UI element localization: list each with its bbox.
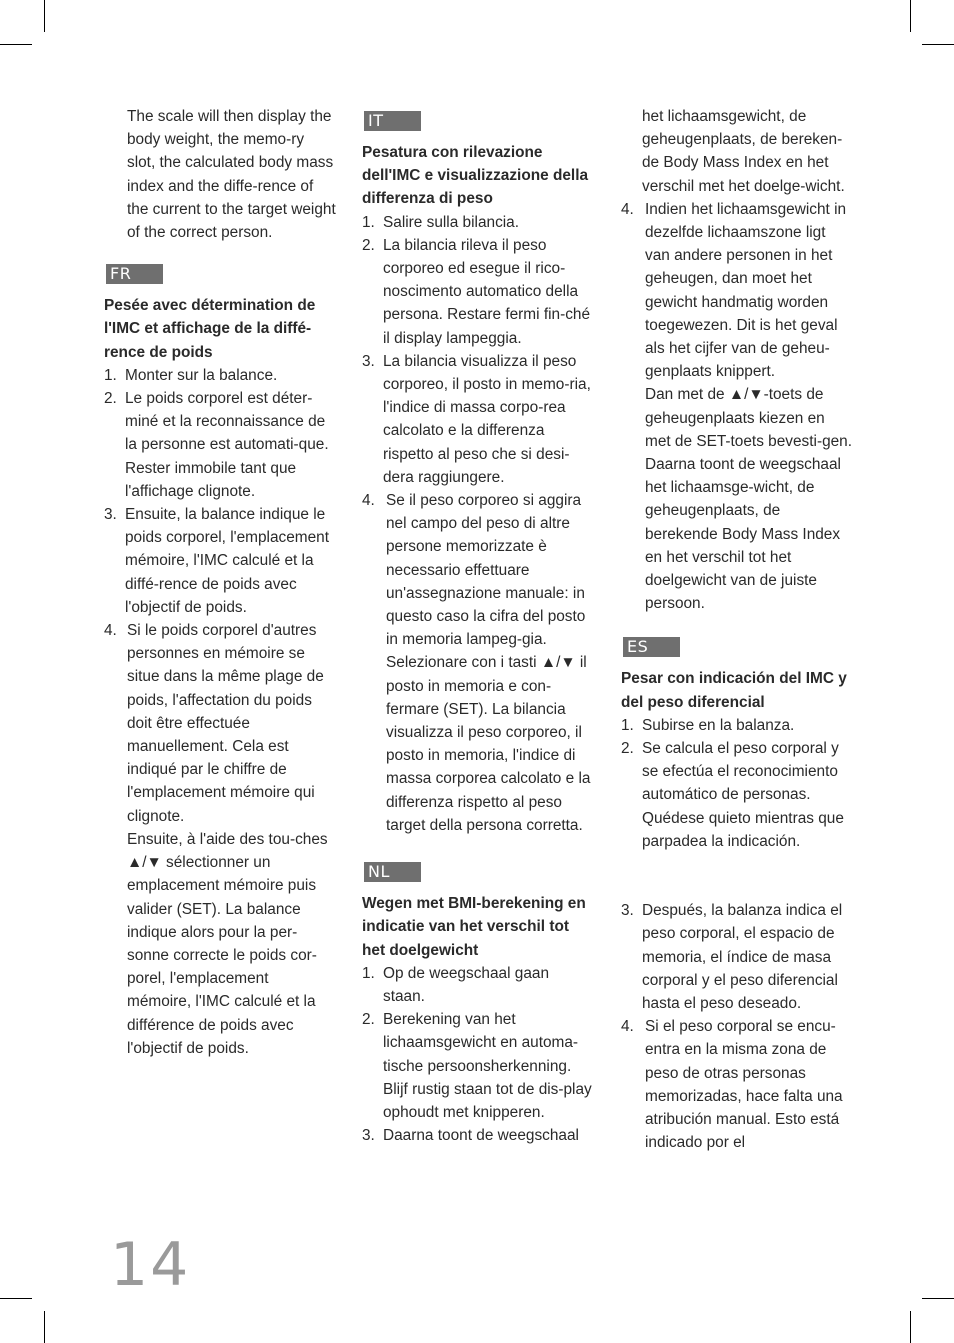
list-item: 4. Si el peso corporal se encu-entra en la misma zona de peso de otras personas memorizadas, hace falta una atribución manual. Esto está indicado por el: [621, 1018, 843, 1152]
instruction-list-nl-continued: [621, 198, 853, 616]
section-heading-nl: Wegen met BMI-berekening en indicatie van het verschil tot het doelgewicht: [362, 895, 586, 959]
list-item: 4. Se il peso corporeo si aggira nel campo del peso di altre persone memorizzate è necessario effettuare un'assegnazione manuale: in questo caso la cifra del posto in memoria lampeg-gia. Selezionare con i tasti ▲/▼ il posto in memoria e con-fermare (SET). La bilancia visualizza il peso corporeo, il posto in memoria, l'indice di massa corporea calcolato e la differenza rispetto al peso target della persona corretta.: [362, 492, 591, 834]
list-item: 2. Berekening van het lichaamsgewicht en automa-tische persoonsherkenning. Blijf rustig staan tot de dis-play ophoudt met knipperen.: [362, 1011, 592, 1121]
column-1: [104, 105, 336, 1060]
list-item: 3. Daarna toont de weegschaal: [362, 1127, 579, 1145]
language-tag-nl: NL: [364, 862, 421, 882]
list-item: 2. Le poids corporel est déter-miné et la reconnaissance de la personne est automati-que. Rester immobile tant que l'affichage clignote.: [104, 390, 329, 500]
list-item: 1. Subirse en la balanza.: [621, 716, 795, 734]
language-tag-es: ES: [623, 637, 680, 657]
list-item: 1. Salire sulla bilancia.: [362, 213, 520, 231]
page-number: 14: [110, 1230, 191, 1300]
language-tag-it: IT: [364, 111, 421, 131]
language-tag-fr: FR: [106, 264, 163, 284]
list-item: 3. Después, la balanza indica el peso corporal, el espacio de memoria, el índice de masa corporal y el peso diferencial hasta el peso deseado.: [621, 902, 843, 1012]
continued-paragraph-nl: het lichaamsgewicht, de geheugenplaats, de bereken-de Body Mass Index en het verschil met het doelge-wicht.: [642, 108, 845, 195]
list-item: 4. Indien het lichaamsgewicht in dezelfde lichaamszone ligt van andere personen in het geheugen, dan moet het gewicht handmatig worden toegewezen. Dit is het geval als het cijfer van de geheu-genplaats knippert. Dan met de ▲/▼-toets de geheugenplaats kiezen en met de SET-toets bevesti-gen. Daarna toont de weegschaal het lichaamsge-wicht, de geheugenplaats, de berekende Body Mass Index en het verschil tot het doelgewicht van de juiste persoon.: [621, 200, 853, 613]
list-item: 3. Ensuite, la balance indique le poids corporel, l'emplacement mémoire, l'IMC calculé et la diffé-rence de poids avec l'objectif de poids.: [104, 506, 329, 616]
column-2: [362, 105, 594, 1147]
crop-mark: [922, 44, 954, 45]
section-heading-es: Pesar con indicación del IMC y del peso diferencial: [621, 670, 847, 711]
list-item: 4. Si le poids corporel d'autres personnes en mémoire se situe dans la même plage de poids, l'affectation du poids doit être effectuée manuellement. Cela est indiqué par le chiffre de l'emplacement mémoire qui clignote. Ensuite, à l'aide des tou-ches ▲/▼ sélectionner un emplacement mémoire puis valider (SET). La balance indique alors pour la per-sonne correcte le poids cor-porel, l'emplacement mémoire, l'IMC calculé et la différence de poids avec l'objectif de poids.: [104, 622, 328, 1057]
crop-mark: [0, 44, 32, 45]
list-item: 1. Monter sur la balance.: [104, 366, 278, 384]
instruction-list-es: [621, 714, 853, 1154]
list-item: 1. Op de weegschaal gaan staan.: [362, 964, 549, 1005]
list-item: 3. La bilancia visualizza il peso corporeo, il posto in memo-ria, l'indice di massa corpo-rea calcolato e la differenza rispetto al peso che si desi-dera raggiungere.: [362, 352, 591, 486]
crop-mark: [910, 0, 911, 32]
column-3: [621, 105, 853, 1154]
crop-mark: [0, 1298, 32, 1299]
list-item: 2. Se calcula el peso corporal y se efectúa el reconocimiento automático de personas. Quédese quieto mientras que parpadea la indicación.: [621, 740, 844, 850]
intro-paragraph: The scale will then display the body weight, the memo-ry slot, the calculated body mass index and the diffe-rence of the current to the target weight of the correct person.: [127, 108, 336, 242]
instruction-list-it: [362, 211, 594, 837]
crop-mark: [44, 0, 45, 32]
crop-mark: [910, 1311, 911, 1343]
section-heading-it: Pesatura con rilevazione dell'IMC e visualizzazione della differenza di peso: [362, 144, 589, 208]
section-heading-fr: Pesée avec détermination de l'IMC et affichage de la diffé-rence de poids: [104, 297, 316, 361]
instruction-list-nl: [362, 962, 594, 1148]
crop-mark: [44, 1311, 45, 1343]
instruction-list-fr: [104, 364, 336, 1060]
list-item: 2. La bilancia rileva il peso corporeo ed esegue il rico-noscimento automatico della persona. Restare fermi fin-ché il display lampeggia.: [362, 236, 591, 347]
crop-mark: [922, 1298, 954, 1299]
